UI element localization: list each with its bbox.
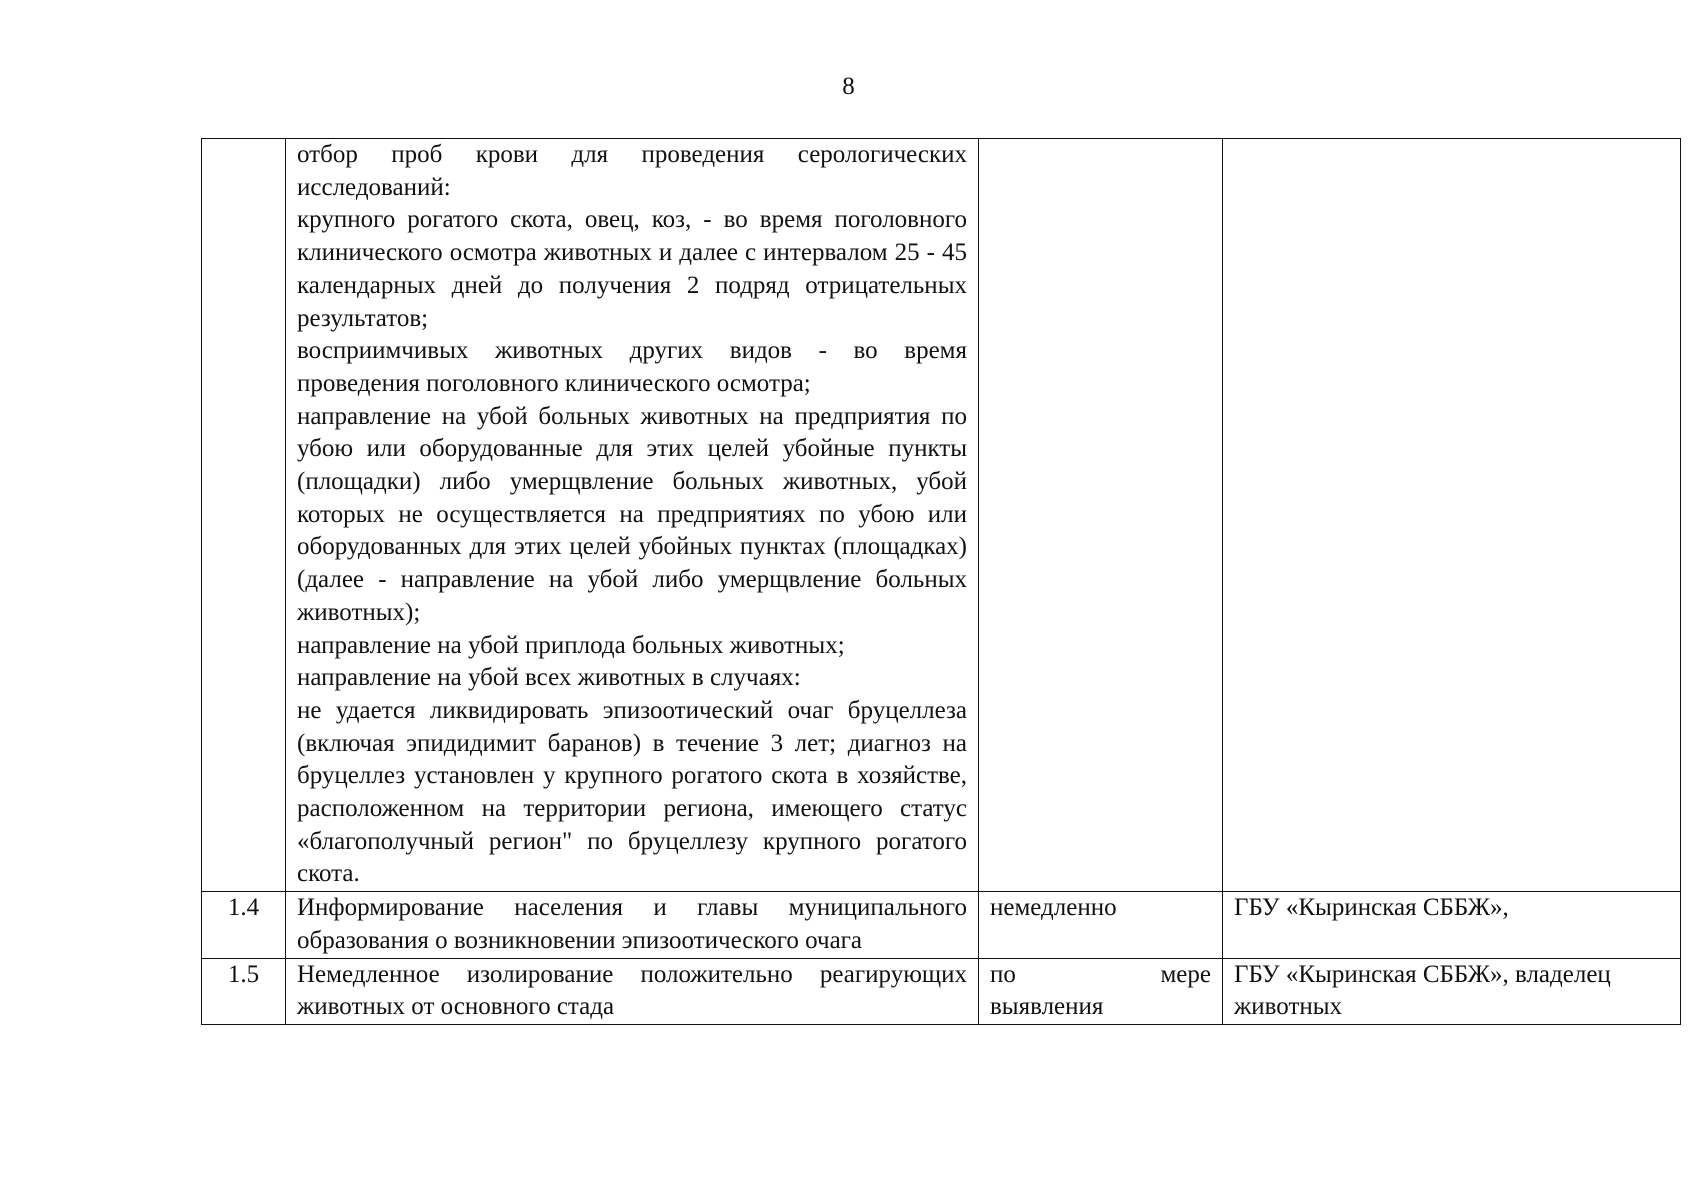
timing-first-line — [990, 959, 1211, 992]
measure-paragraph: направление на убой больных животных на предприятия по убою или оборудованные для этих целей убойные пункты (площадки) либо умерщвление больных животных, убой которых не осуществляется на предприятиях по убою или оборудованных для этих целей убойных пунктах (площадках) (далее - направление на убой либо умерщвление больных животных); — [297, 402, 967, 626]
row-number: 1.4 — [202, 892, 286, 958]
timing-cell — [979, 139, 1223, 892]
row-number — [202, 139, 286, 892]
measure-cell — [286, 139, 979, 892]
responsible-cell: ГБУ «Кыринская СББЖ», — [1223, 892, 1681, 958]
responsible-cell — [1223, 139, 1681, 892]
measure-cell — [286, 892, 979, 958]
row-number: 1.5 — [202, 958, 286, 1024]
measures-table — [201, 138, 1681, 1025]
timing-word: по — [990, 960, 1016, 988]
timing-word: мере — [1160, 960, 1211, 988]
measure-paragraph: Немедленное изолирование положительно реагирующих животных от основного стада — [297, 960, 967, 1021]
measure-paragraph: восприимчивых животных других видов - во время проведения поголовного клинического осмотра; — [297, 337, 967, 397]
responsible-cell: ГБУ «Кыринская СББЖ», владелец животных — [1223, 958, 1681, 1024]
timing-second-line: выявления — [990, 993, 1104, 1021]
timing-cell — [979, 958, 1223, 1024]
measure-paragraph: направление на убой всех животных в случаях: — [297, 664, 801, 692]
table-row — [202, 958, 1681, 1024]
measure-cell — [286, 958, 979, 1024]
measure-paragraph: отбор проб крови для проведения серологических исследований: — [297, 141, 967, 201]
measure-paragraph: Информирование населения и главы муниципального образования о возникновении эпизоотического очага — [297, 894, 967, 954]
timing-cell: немедленно — [979, 892, 1223, 958]
table-row — [202, 139, 1681, 892]
page-number: 8 — [842, 73, 855, 100]
measure-paragraph: направление на убой приплода больных животных; — [297, 631, 845, 659]
table-row — [202, 892, 1681, 958]
measure-paragraph: крупного рогатого скота, овец, коз, - во время поголовного клинического осмотра животных и далее с интервалом 25 - 45 календарных дней до получения 2 подряд отрицательных результатов; — [297, 206, 967, 332]
measure-paragraph: не удается ликвидировать эпизоотический очаг бруцеллеза (включая эпидидимит баранов) в течение 3 лет; диагноз на бруцеллез установлен у крупного рогатого скота в хозяйстве, расположенном на территории региона, имеющего статус «благополучный регион" по бруцеллезу крупного рогатого скота. — [297, 696, 967, 888]
